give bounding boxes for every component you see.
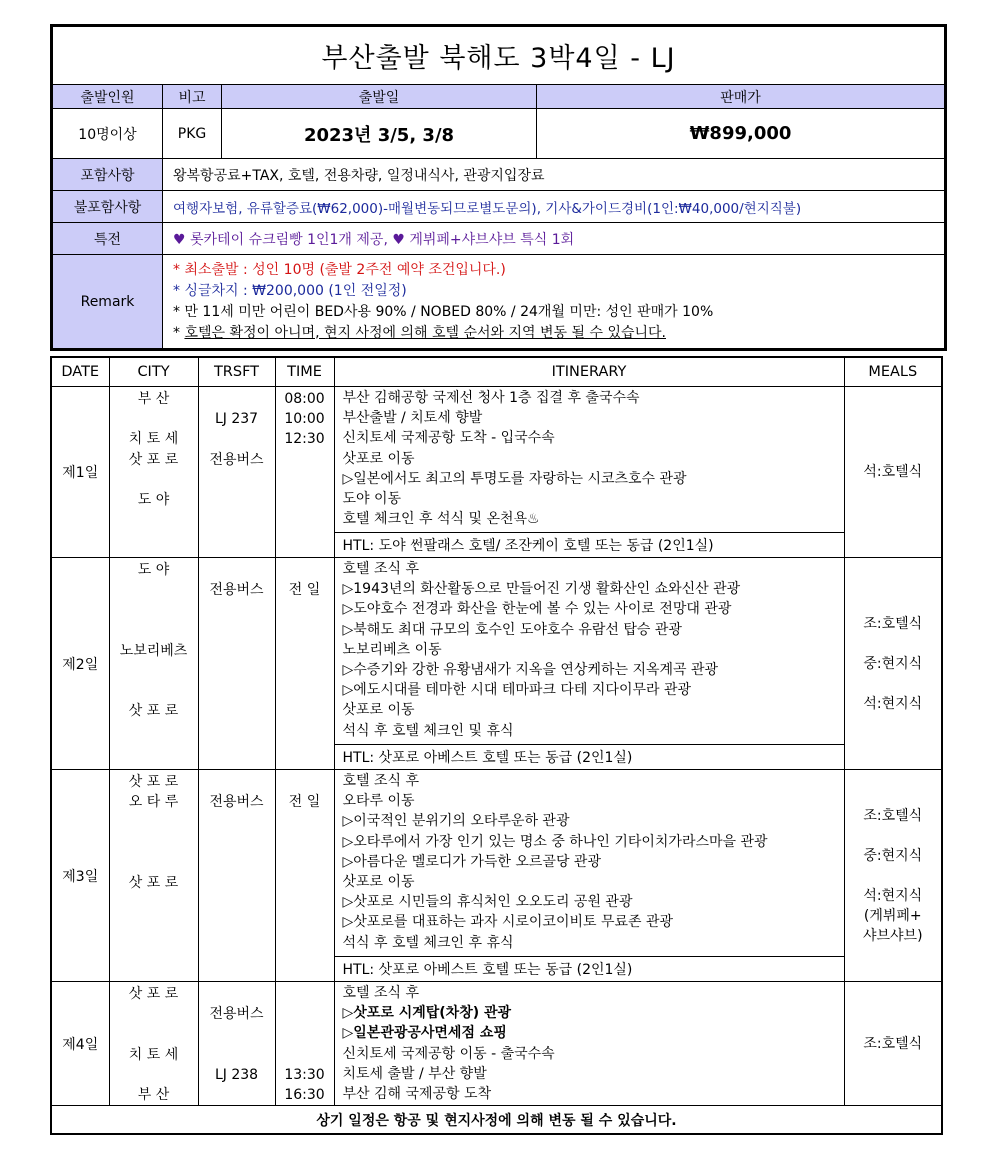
day-meals: 석:호텔식 <box>844 387 942 558</box>
day-label: 제2일 <box>51 558 109 770</box>
day-meals: 조:호텔식 중:현지식 석:현지식 (게뷔페+ 샤브샤브) <box>844 770 942 982</box>
day-itinerary: 호텔 조식 후 ▷1943년의 화산활동으로 만들어진 기생 활화산인 쇼와신산 관광 ▷도야호수 전경과 화산을 한눈에 볼 수 있는 사이로 전망대 관광 ▷북해도 최대 규모의 호수인 도야호수 유람선 탑승 관광 노보리베츠 이동 ▷수증기와 강한 유황냄새가 지옥을 연상케하는 지옥계곡 관광 ▷에도시대를 테마한 시대 테마파크 다테 지다이무라 관광 삿포로 이동 석식 후 호텔 체크인 및 휴식 <box>334 558 844 745</box>
page-title: 부산출발 북해도 3박4일 - LJ <box>53 27 945 85</box>
day-time: 08:00 10:00 12:30 <box>275 387 334 558</box>
day-itinerary: 부산 김해공항 국제선 청사 1층 집결 후 출국수속 부산출발 / 치토세 향발 신치토세 국제공항 도착 - 입국수속 삿포로 이동 ▷일본에서도 최고의 투명도를 자랑하는 시코츠호수 관광 도야 이동 호텔 체크인 후 석식 및 온천욕♨ <box>334 387 844 533</box>
day-time: 전 일 <box>275 770 334 982</box>
day-transfer: LJ 237 전용버스 <box>198 387 275 558</box>
day-meals: 조:호텔식 <box>844 982 942 1106</box>
special-label: 특전 <box>53 223 163 255</box>
col-meals: MEALS <box>844 357 942 387</box>
day-label: 제3일 <box>51 770 109 982</box>
price-value: ₩899,000 <box>537 109 945 159</box>
remark-label: Remark <box>53 255 163 349</box>
day-transfer: 전용버스 LJ 238 <box>198 982 275 1106</box>
remark-child-policy: * 만 11세 미만 어린이 BED사용 90% / NOBED 80% / 24개월 미만: 성인 판매가 10% <box>173 303 714 320</box>
departure-date: 2023년 3/5, 3/8 <box>222 109 537 159</box>
day-meals: 조:호텔식 중:현지식 석:현지식 <box>844 558 942 770</box>
day-hotel: HTL: 삿포로 아베스트 호텔 또는 동급 (2인1실) <box>334 957 844 982</box>
col-date: DATE <box>51 357 109 387</box>
included-label: 포함사항 <box>53 159 163 191</box>
col-date-header: 출발일 <box>222 85 537 109</box>
excluded-text: 여행자보험, 유류할증료(₩62,000)-매월변동되므로별도문의), 기사&가이드경비(1인:₩40,000/현지직불) <box>163 191 945 223</box>
col-itinerary: ITINERARY <box>334 357 844 387</box>
included-text: 왕복항공료+TAX, 호텔, 전용차량, 일정내식사, 관광지입장료 <box>163 159 945 191</box>
excluded-label: 불포함사항 <box>53 191 163 223</box>
day-transfer: 전용버스 <box>198 558 275 770</box>
footer-note: 상기 일정은 항공 및 현지사정에 의해 변동 될 수 있습니다. <box>51 1106 942 1135</box>
day-hotel: HTL: 도야 썬팔래스 호텔/ 조잔케이 호텔 또는 동급 (2인1실) <box>334 533 844 558</box>
col-people-header: 출발인원 <box>53 85 163 109</box>
day-cities: 부 산 치 토 세 삿 포 로 도 야 <box>109 387 198 558</box>
day-cities: 도 야 노보리베츠 삿 포 로 <box>109 558 198 770</box>
info-box <box>50 24 947 351</box>
col-price-header: 판매가 <box>537 85 945 109</box>
col-note-header: 비고 <box>163 85 222 109</box>
remark-content <box>163 255 945 349</box>
remark-single-charge: * 싱글차지 : ₩200,000 (1인 전일정) <box>173 282 407 299</box>
day-cities: 삿 포 로 치 토 세 부 산 <box>109 982 198 1106</box>
special-text: ♥ 롯카테이 슈크림빵 1인1개 제공, ♥ 게뷔페+샤브샤브 특식 1회 <box>163 223 945 255</box>
day-cities: 삿 포 로 오 타 루 삿 포 로 <box>109 770 198 982</box>
day-hotel: HTL: 삿포로 아베스트 호텔 또는 동급 (2인1실) <box>334 745 844 770</box>
remark-min-departure: * 최소출발 : 성인 10명 (출발 2주전 예약 조건입니다.) <box>173 261 506 278</box>
col-trsft: TRSFT <box>198 357 275 387</box>
day-label: 제4일 <box>51 982 109 1106</box>
col-city: CITY <box>109 357 198 387</box>
day-time: 전 일 <box>275 558 334 770</box>
remark-hotel-note: * 호텔은 확정이 아니며, 현지 사정에 의해 호텔 순서와 지역 변동 될 수 있습니다. <box>173 324 666 341</box>
day-label: 제1일 <box>51 387 109 558</box>
col-time: TIME <box>275 357 334 387</box>
day-transfer: 전용버스 <box>198 770 275 982</box>
itinerary-table <box>50 356 943 1135</box>
day-itinerary: 호텔 조식 후 ▷삿포로 시계탑(차창) 관광 ▷일본관광공사면세점 쇼핑 신치토세 국제공항 이동 - 출국수속 치토세 출발 / 부산 향발 부산 김해 국제공항 도착 <box>334 982 844 1106</box>
people-value: 10명이상 <box>53 109 163 159</box>
day-time: 13:30 16:30 <box>275 982 334 1106</box>
day-itinerary: 호텔 조식 후 오타루 이동 ▷이국적인 분위기의 오타루운하 관광 ▷오타루에서 가장 인기 있는 명소 중 하나인 기타이치가라스마을 관광 ▷아름다운 멜로디가 가득한 오르골당 관광 삿포로 이동 ▷삿포로 시민들의 휴식처인 오오도리 공원 관광 ▷삿포로를 대표하는 과자 시로이코이비토 무료존 관광 석식 후 호텔 체크인 후 휴식 <box>334 770 844 957</box>
note-value: PKG <box>163 109 222 159</box>
